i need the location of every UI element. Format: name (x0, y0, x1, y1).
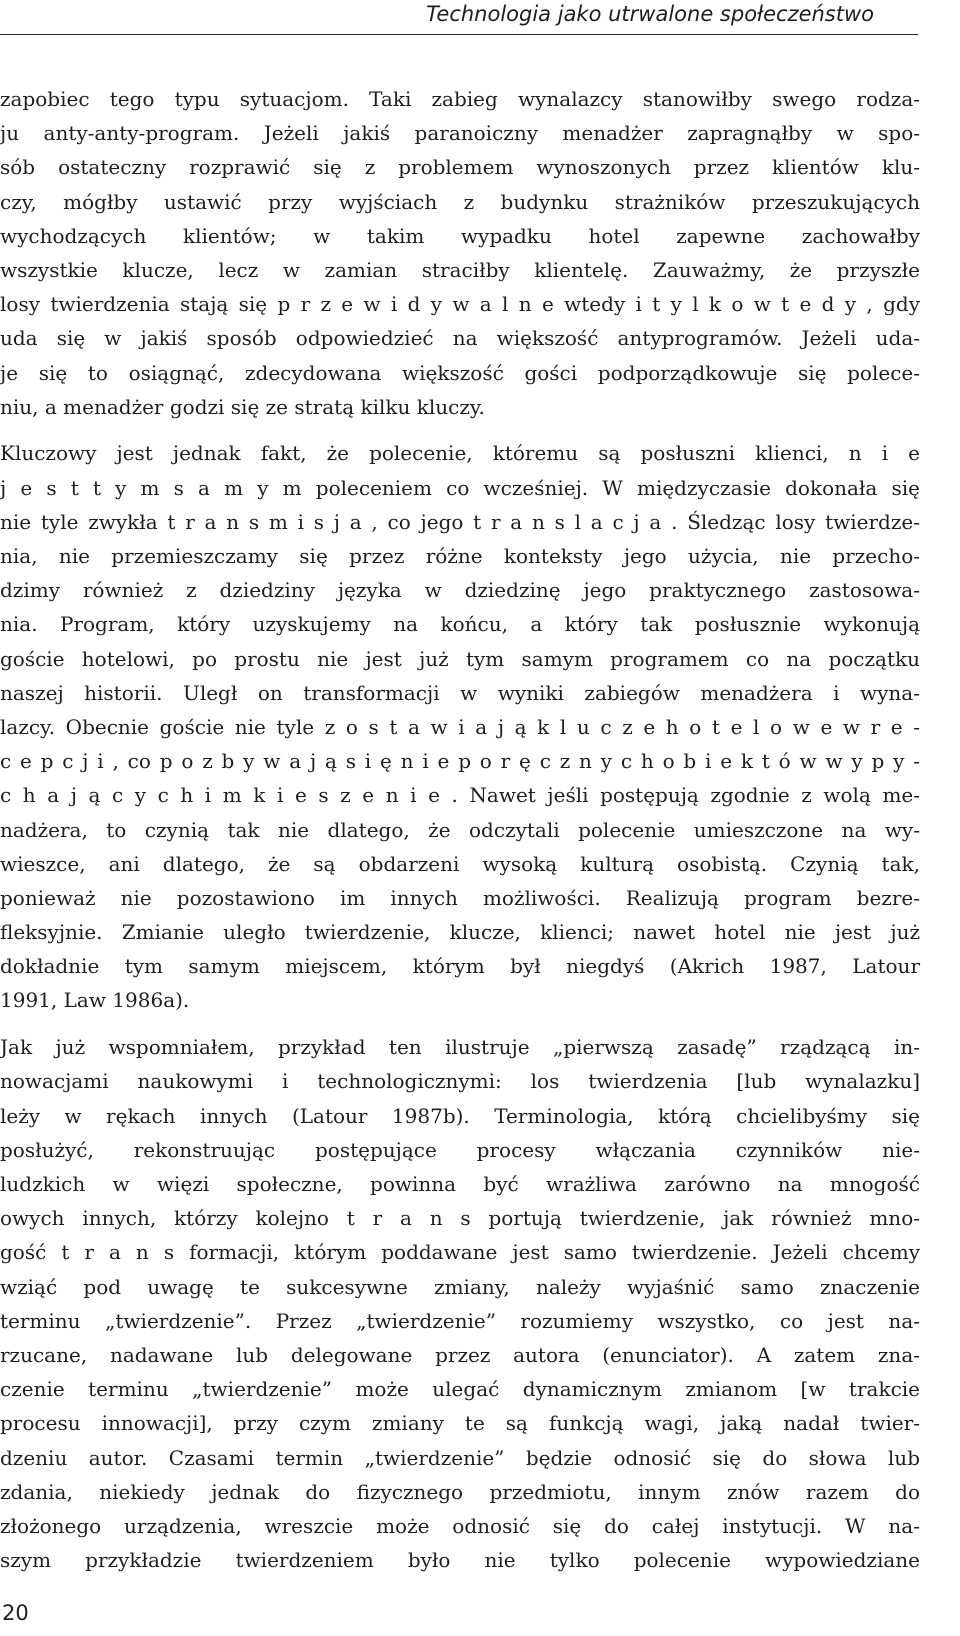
text-line: złożonego urządzenia, wreszcie może odnosić się do całej instytucji. W na- (0, 1513, 920, 1538)
text-line: 1991, Law 1986a). (0, 988, 190, 1013)
text-line: nie tyle zwykła t r a n s m i s j a , co jego t r a n s l a c j a . Śledząc losy twierdze- (0, 509, 920, 534)
paragraph (0, 82, 920, 424)
text-line: ludzkich w więzi społeczne, powinna być wrażliwa zarówno na mnogość (0, 1172, 920, 1196)
text-line: nowacjami naukowymi i technologicznymi: los twierdzenia [lub wynalazku] (0, 1069, 920, 1094)
text-line: nia. Program, który uzyskujemy na końcu, a który tak posłusznie wykonują (0, 612, 920, 637)
body-text (0, 82, 920, 1590)
text-line: goście hotelowi, po prostu nie jest już tym samym programem co na początku (0, 646, 920, 671)
text-line: czy, mógłby ustawić przy wyjściach z budynku strażników przeszukujących (0, 189, 920, 214)
text-line: losy twierdzenia stają się p r z e w i d y w a l n e wtedy i t y l k o w t e d y , gdy (0, 292, 920, 317)
text-line: niu, a menadżer godzi się ze stratą kilku kluczy. (0, 394, 485, 419)
text-line: posłużyć, rekonstruując postępujące procesy włączania czynników nie- (0, 1137, 920, 1162)
text-line: dokładnie tym samym miejscem, którym był niegdyś (Akrich 1987, Latour (0, 954, 920, 979)
paragraph (0, 436, 920, 1017)
page-number: 20 (2, 1601, 29, 1625)
text-line: nadżera, to czynią tak nie dlatego, że odczytali polecenie umieszczone na wy- (0, 817, 920, 842)
text-line: wieszce, ani dlatego, że są obdarzeni wysoką kulturą osobistą. Czynią tak, (0, 851, 920, 876)
text-line: owych innych, którzy kolejno t r a n s portują twierdzenie, jak również mno- (0, 1206, 920, 1231)
text-line: zapobiec tego typu sytuacjom. Taki zabieg wynalazcy stanowiłby swego rodza- (0, 87, 920, 111)
text-line: szym przykładzie twierdzeniem było nie tylko polecenie wypowiedziane (0, 1548, 920, 1573)
text-line: je się to osiągnąć, zdecydowana większość gości podporządkowuje się polece- (0, 360, 920, 385)
running-title: Technologia jako utrwalone społeczeństwo (426, 2, 874, 26)
text-line: procesu innowacji], przy czym zmiany te są funkcją wagi, jaką nadał twier- (0, 1411, 920, 1436)
text-line: uda się w jakiś sposób odpowiedzieć na większość antyprogramów. Jeżeli uda- (0, 326, 920, 351)
text-line: wszystkie klucze, lecz w zamian straciłby klientelę. Zauważmy, że przyszłe (0, 257, 920, 282)
text-line: ju anty-anty-program. Jeżeli jakiś paranoiczny menadżer zapragnąłby w spo- (0, 121, 920, 146)
text-line: nia, nie przemieszczamy się przez różne konteksty jego użycia, nie przecho- (0, 544, 920, 569)
text-line: c h a j ą c y c h i m k i e s z e n i e . Nawet jeśli postępują zgodnie z wolą me- (0, 783, 920, 808)
text-line: czenie terminu „twierdzenie” może ulegać dynamicznym zmianom [w trakcie (0, 1377, 920, 1402)
text-line: sób ostateczny rozprawić się z problemem wynoszonych przez klientów klu- (0, 155, 920, 180)
text-line: fleksyjnie. Zmianie uległo twierdzenie, klucze, klienci; nawet hotel nie jest już (0, 920, 920, 945)
text-line: j e s t t y m s a m y m poleceniem co wcześniej. W międzyczasie dokonała się (0, 475, 920, 500)
text-line: lazcy. Obecnie goście nie tyle z o s t a w i a j ą k l u c z e h o t e l o w e w r e - (0, 714, 920, 739)
text-line: wziąć pod uwagę te sukcesywne zmiany, należy wyjaśnić samo znaczenie (0, 1274, 920, 1299)
text-line: dzeniu autor. Czasami termin „twierdzenie” będzie odnosić się do słowa lub (0, 1445, 920, 1470)
text-line: Kluczowy jest jednak fakt, że polecenie, któremu są posłuszni klienci, n i e (0, 441, 920, 466)
text-line: dzimy również z dziedziny języka w dziedzinę jego praktycznego zastosowa- (0, 578, 920, 603)
text-line: Jak już wspomniałem, przykład ten ilustruje „pierwszą zasadę” rządzącą in- (0, 1035, 920, 1060)
text-line: c e p c j i , co p o z b y w a j ą s i ę n i e p o r ę c z n y c h o b i e k t ó w w y p y - (0, 749, 920, 774)
text-line: ponieważ nie pozostawiono im innych możliwości. Realizują program bezre- (0, 885, 920, 910)
text-line: gość t r a n s formacji, którym poddawane jest samo twierdzenie. Jeżeli chcemy (0, 1240, 920, 1265)
text-line: leży w rękach innych (Latour 1987b). Terminologia, którą chcielibyśmy się (0, 1103, 920, 1128)
text-line: wychodzących klientów; w takim wypadku hotel zapewne zachowałby (0, 223, 920, 248)
running-header (0, 0, 918, 35)
text-line: terminu „twierdzenie”. Przez „twierdzenie” rozumiemy wszystko, co jest na- (0, 1308, 920, 1333)
paragraph (0, 1030, 920, 1577)
text-line: rzucane, nadawane lub delegowane przez autora (enunciator). A zatem zna- (0, 1342, 920, 1367)
text-line: naszej historii. Uległ on transformacji w wyniki zabiegów menadżera i wyna- (0, 680, 920, 705)
text-line: zdania, niekiedy jednak do fizycznego przedmiotu, innym znów razem do (0, 1479, 920, 1504)
